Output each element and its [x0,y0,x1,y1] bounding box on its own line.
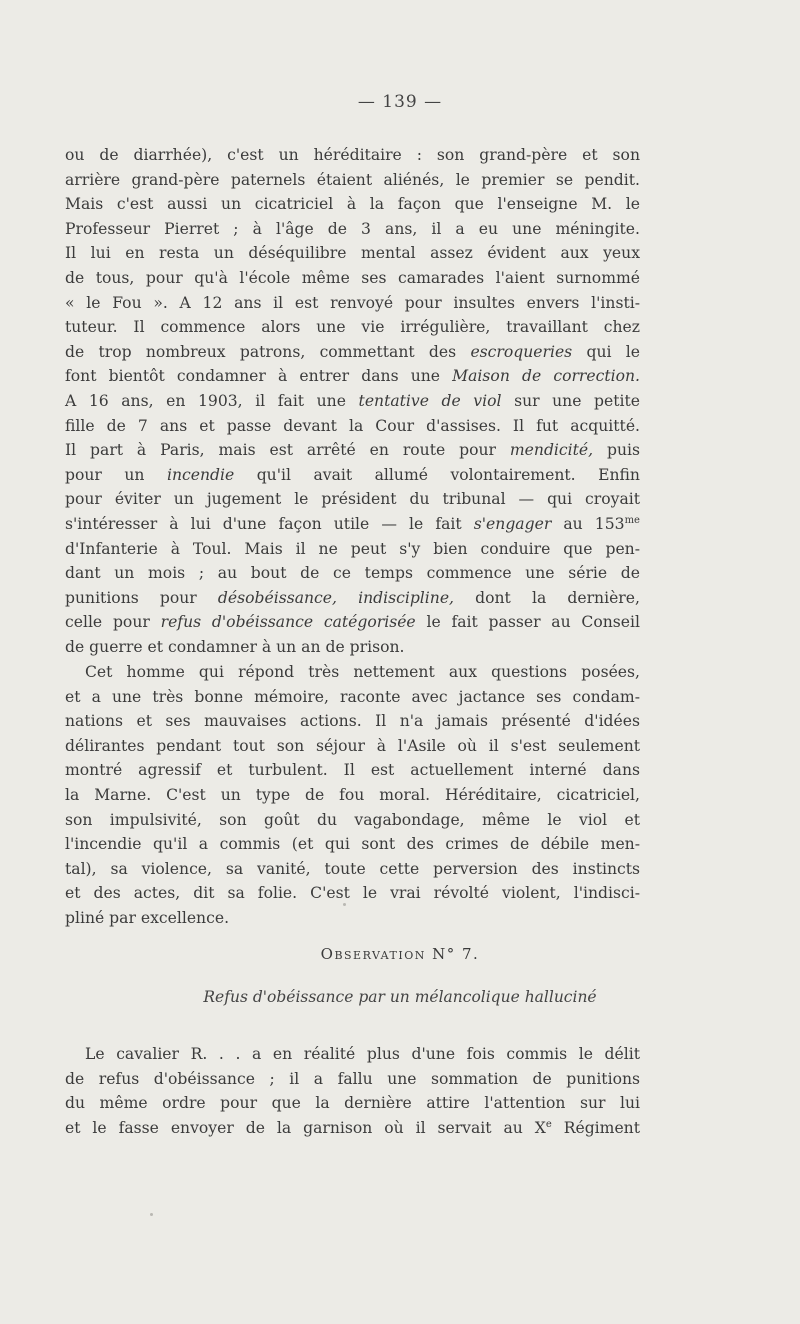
observation-heading [0,945,800,963]
text-line: dant un mois ; au bout de ce temps commence une série de [65,564,640,583]
text-line: et des actes, dit sa folie. C'est le vrai révolté violent, l'indisci- [65,884,640,903]
text-run: au 153 [563,514,625,533]
text-run: et le fasse envoyer de la garnison où il servait au X [65,1118,546,1137]
text-run: dont la dernière, [475,588,640,607]
italic-term: incendie [166,465,235,484]
text-line: « le Fou ». A 12 ans il est renvoyé pour insultes envers l'insti- [65,293,640,312]
text-line: Mais c'est aussi un cicatriciel à la façon que l'enseigne M. le [65,195,640,214]
text-line [65,438,640,463]
italic-term: refus d'obéissance catégorisée [160,613,416,632]
text-run: sur une petite [514,391,640,410]
text-line [65,389,640,414]
superscript: me [624,514,640,526]
paragraph-3 [65,1042,640,1140]
page-number: — 139 — [357,92,443,112]
text-line [65,512,640,537]
text-line: Le cavalier R. . . a en réalité plus d'une fois commis le délit [85,1045,640,1063]
paragraph-1 [65,143,640,659]
text-line: la Marne. C'est un type de fou moral. Héréditaire, cicatriciel, [65,785,640,804]
text-run: font bientôt condamner à entrer dans une [65,367,441,386]
text-line: délirantes pendant tout son séjour à l'Asile où il s'est seulement [65,736,640,755]
observation-heading-word: Observation [320,945,426,963]
paper-speck [150,1213,153,1216]
text-line: tuteur. Il commence alors une vie irrégulière, travaillant chez [65,318,640,337]
text-line: tal), sa violence, sa vanité, toute cette perversion des instincts [65,859,640,878]
italic-term: s'engager [473,514,552,533]
italic-term: désobéissance, indiscipline, [217,588,454,607]
text-line: l'incendie qu'il a commis (et qui sont des crimes de débile men- [65,835,640,854]
text-line: arrière grand-père paternels étaient aliénés, le premier se pendit. [65,170,640,189]
text-line: du même ordre pour que la dernière attire l'attention sur lui [65,1094,640,1113]
text-line: montré agressif et turbulent. Il est actuellement interné dans [65,761,640,780]
text-line: nations et ses mauvaises actions. Il n'a jamais présenté d'idées [65,712,640,731]
text-run: s'intéresser à lui d'une façon utile — le fait [65,514,462,533]
italic-term: Maison de correction. [452,367,640,386]
italic-term: mendicité, [509,441,594,460]
superscript: e [545,1118,552,1130]
text-line: de refus d'obéissance ; il a fallu une sommation de punitions [65,1069,640,1088]
text-line: Il lui en resta un déséquilibre mental assez évident aux yeux [65,244,640,263]
text-line: pour éviter un jugement le président du tribunal — qui croyait [65,490,640,509]
text-line: et a une très bonne mémoire, raconte avec jactance ses condam- [65,687,640,706]
observation-heading-number: N° 7. [432,945,480,963]
text-run: qui le [586,342,640,361]
text-run: punitions pour [65,588,197,607]
text-run: Il part à Paris, mais est arrêté en route pour [65,441,496,460]
text-run: Régiment [563,1118,640,1137]
text-run: puis [607,441,641,460]
text-line [65,463,640,488]
text-line: de guerre et condamner à un an de prison. [65,637,405,656]
text-line: fille de 7 ans et passe devant la Cour d'assises. Il fut acquitté. [65,416,640,435]
text-line [65,364,640,389]
paragraph-2 [65,660,640,931]
text-run: qu'il avait allumé volontairement. Enfin [256,465,640,484]
text-run: pour un [65,465,145,484]
text-line [65,340,640,365]
italic-term: escroqueries [470,342,573,361]
text-line: Cet homme qui répond très nettement aux questions posées, [85,663,640,681]
italic-term: tentative de viol [358,391,502,410]
text-line [65,610,640,635]
text-line [65,1116,640,1141]
text-line: Professeur Pierret ; à l'âge de 3 ans, il a eu une méningite. [65,219,640,238]
text-line: ou de diarrhée), c'est un héréditaire : son grand-père et son [65,146,640,164]
text-line: pliné par excellence. [65,908,230,927]
text-run: celle pour [65,613,150,632]
text-line: d'Infanterie à Toul. Mais il ne peut s'y bien conduire que pen- [65,539,640,558]
text-run: le fait passer au Conseil [426,613,640,632]
text-run: A 16 ans, en 1903, il fait une [65,391,346,410]
text-line [65,586,640,611]
text-line: son impulsivité, son goût du vagabondage, même le viol et [65,810,640,829]
text-line: de tous, pour qu'à l'école même ses camarades l'aient surnommé [65,268,640,287]
observation-subtitle: Refus d'obéissance par un mélancolique halluciné [203,988,597,1006]
paper-speck [343,903,346,906]
text-run: de trop nombreux patrons, commettant des [65,342,457,361]
